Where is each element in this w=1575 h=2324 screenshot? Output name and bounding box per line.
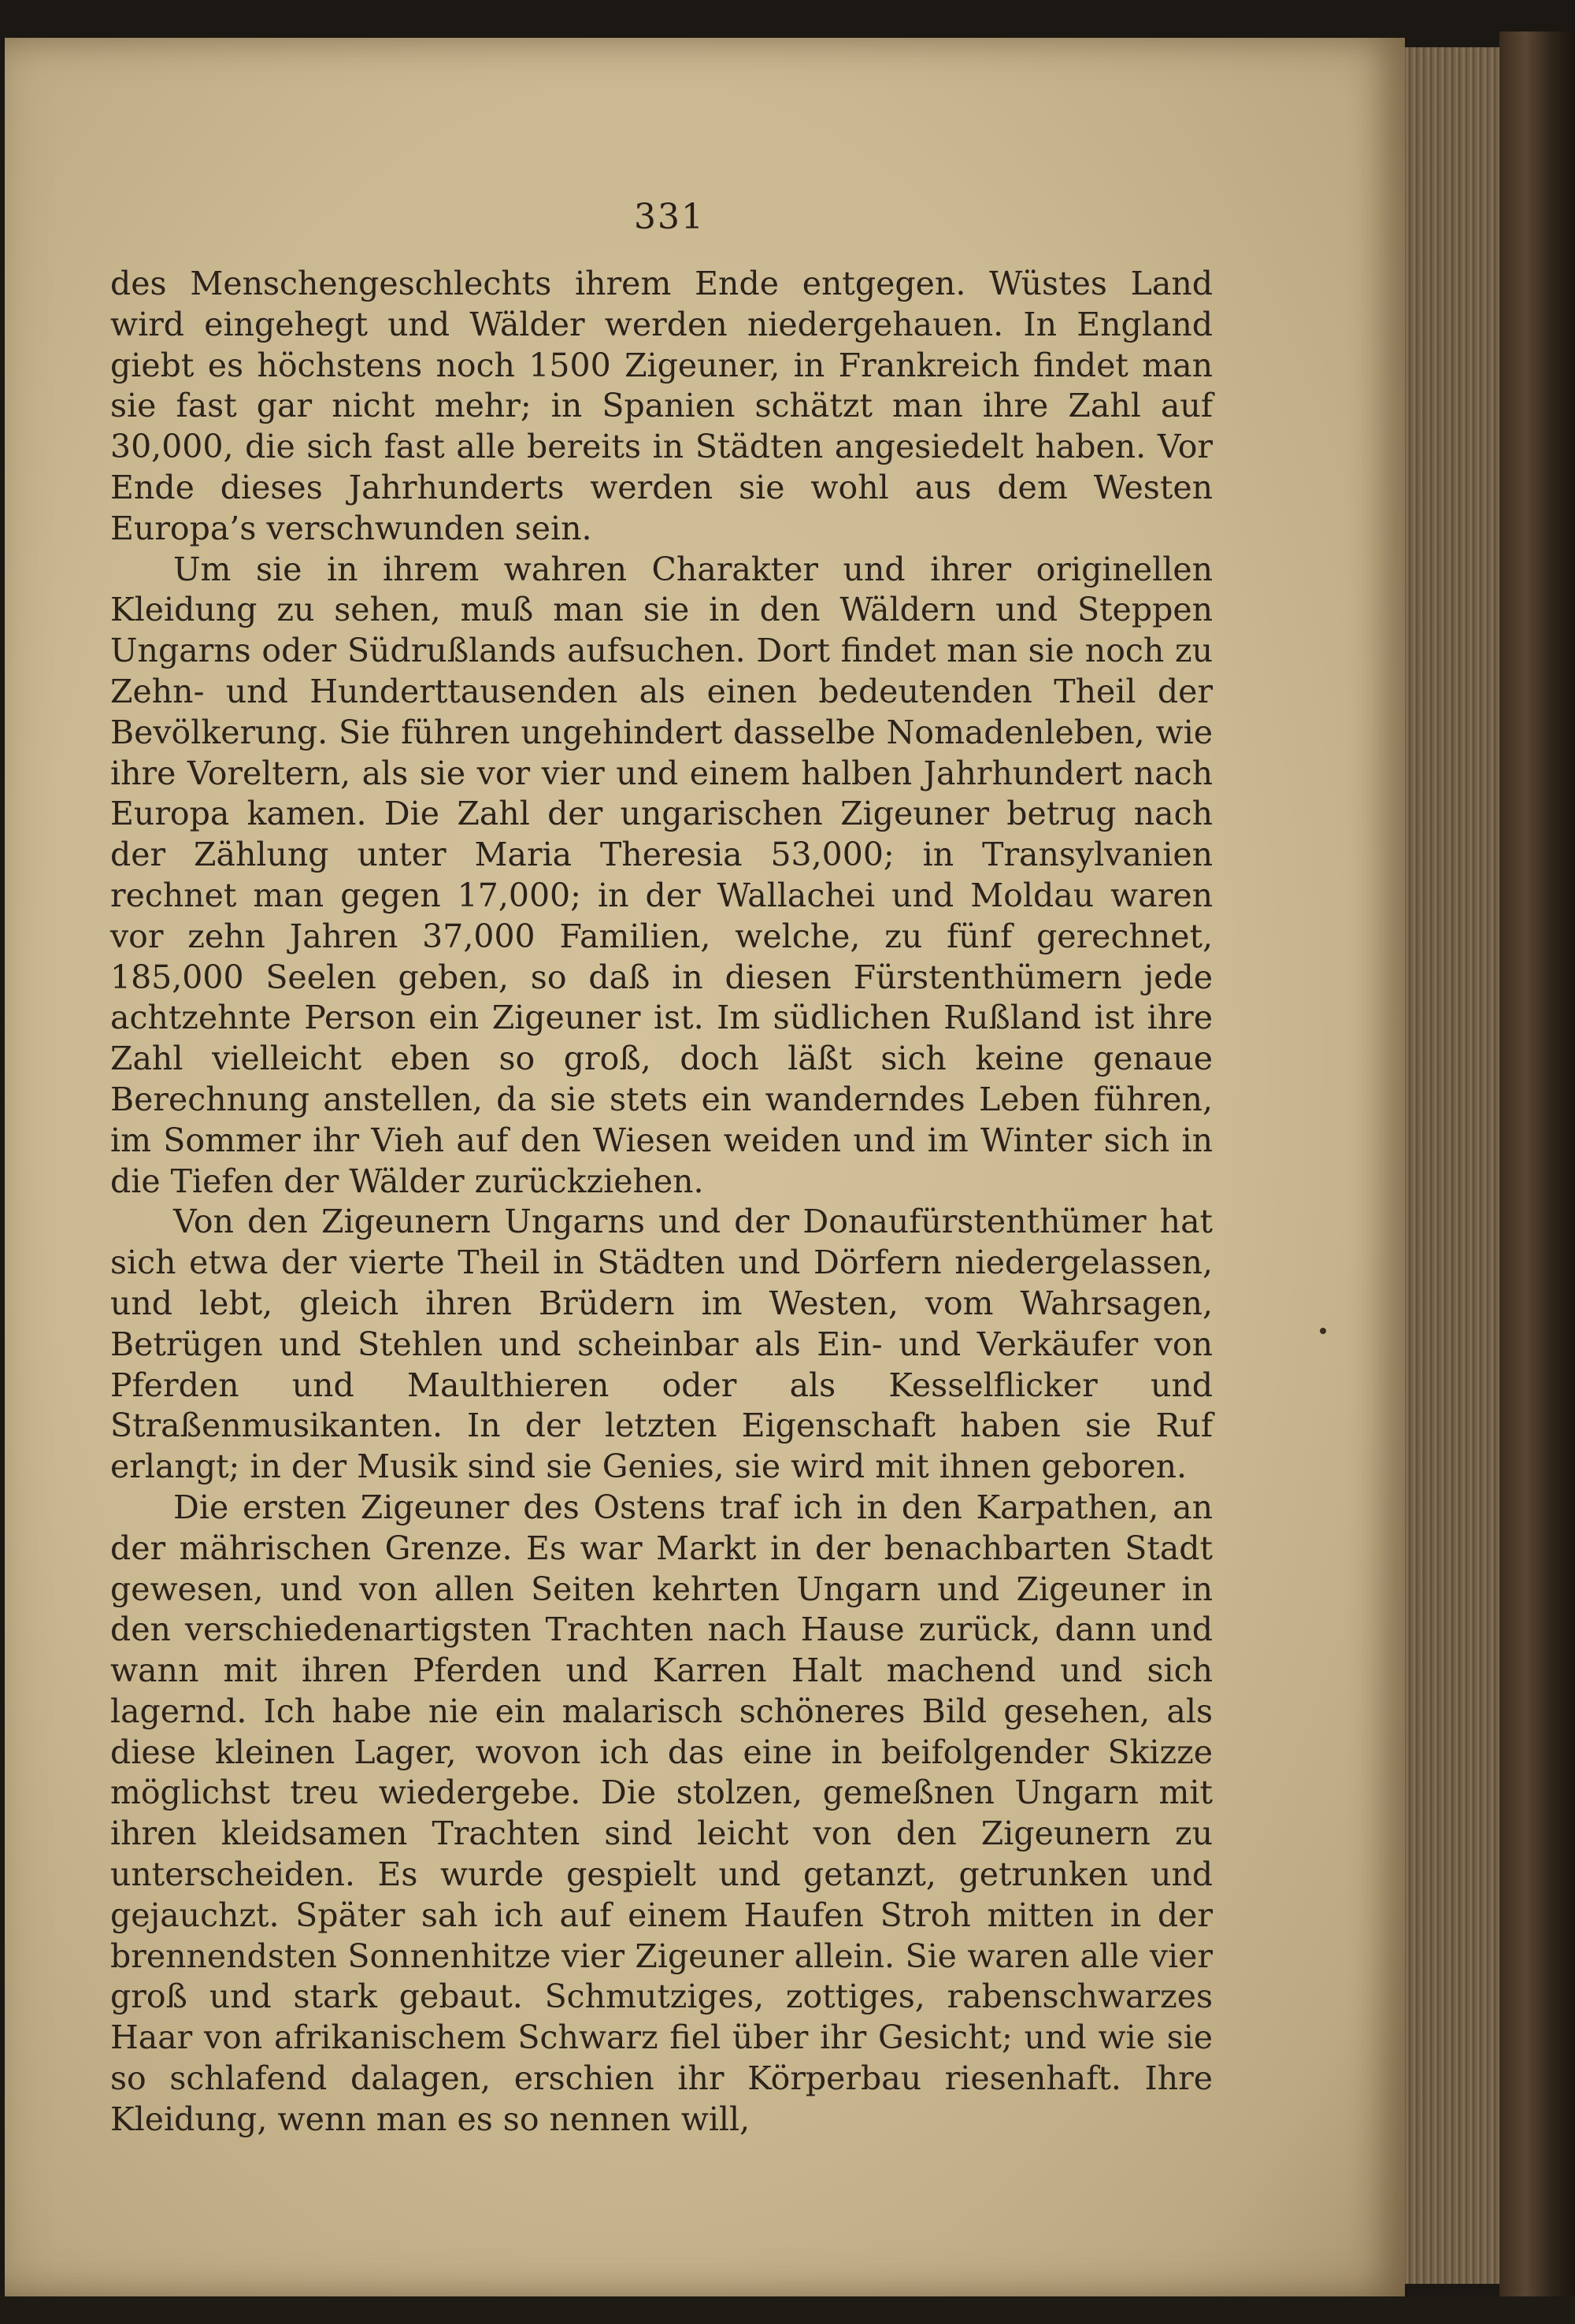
paragraph: Um sie in ihrem wahren Charakter und ihrer originellen Kleidung zu sehen, muß man sie in den Wäldern und Steppen Ungarns oder Südrußlands aufsuchen. Dort findet man sie noch zu Zehn- und Hunderttausenden als einen bedeutenden Theil der Bevölkerung. Sie führen ungehindert dasselbe Nomadenleben, wie ihre Voreltern, als sie vor vier und einem halben Jahrhundert nach Europa kamen. Die Zahl der ungarischen Zigeuner betrug nach der Zählung unter Maria Theresia 53,000; in Transylvanien rechnet man gegen 17,000; in der Wallachei und Moldau waren vor zehn Jahren 37,000 Familien, welche, zu fünf gerechnet, 185,000 Seelen geben, so daß in diesen Fürstenthümern jede achtzehnte Person ein Zigeuner ist. Im südlichen Rußland ist ihre Zahl vielleicht eben so groß, doch läßt sich keine genaue Berechnung anstellen, da sie stets ein wanderndes Leben führen, im Sommer ihr Vieh auf den Wiesen weiden und im Winter sich in die Tiefen der Wälder zurückziehen. [110,550,1213,1200]
ink-speck [1320,1328,1326,1334]
scan-background [0,2296,1575,2324]
paragraph: Von den Zigeunern Ungarns und der Donaufürstenthümer hat sich etwa der vierte Theil in Städten und Dörfern niedergelassen, und lebt, gleich ihren Brüdern im Westen, vom Wahrsagen, Betrügen und Stehlen und scheinbar als Ein- und Verkäufer von Pferden und Maulthieren oder als Kesselflicker und Straßenmusikanten. In der letzten Eigenschaft haben sie Ruf erlangt; in der Musik sind sie Genies, sie wird mit ihnen geboren. [110,1203,1213,1486]
book-cover-edge [1499,32,1575,2300]
page-number: 331 [634,197,705,237]
paragraph: des Menschengeschlechts ihrem Ende entgegen. Wüstes Land wird eingehegt und Wälder werden niedergehauen. In England giebt es höchstens noch 1500 Zigeuner, in Frankreich findet man sie fast gar nicht mehr; in Spanien schätzt man ihre Zahl auf 30,000, die sich fast alle bereits in Städten angesiedelt haben. Vor Ende dieses Jahrhunderts werden sie wohl aus dem Westen Europa’s verschwunden sein. [110,265,1213,547]
paragraph: Die ersten Zigeuner des Ostens traf ich in den Karpathen, an der mährischen Grenze. Es war Markt in der benachbarten Stadt gewesen, und von allen Seiten kehrten Ungarn und Zigeuner in den verschiedenartigsten Trachten nach Hause zurück, dann und wann mit ihren Pferden und Karren Halt machend und sich lagernd. Ich habe nie ein malarisch schöneres Bild gesehen, als diese kleinen Lager, wovon ich das eine in beifolgender Skizze möglichst treu wiedergebe. Die stolzen, gemeßnen Ungarn mit ihren kleidsamen Trachten sind leicht von den Zigeunern zu unterscheiden. Es wurde gespielt und getanzt, getrunken und gejauchzt. Später sah ich auf einem Haufen Stroh mitten in der brennendsten Sonnenhitze vier Zigeuner allein. Sie waren alle vier groß und stark gebaut. Schmutziges, zottiges, rabenschwarzes Haar von afrikanischem Schwarz fiel über ihr Gesicht; und wie sie so schlafend dalagen, erschien ihr Körperbau riesenhaft. Ihre Kleidung, wenn man es so nennen will, [110,1488,1213,2138]
body-text [110,264,1213,2141]
page-edges [1405,47,1499,2284]
